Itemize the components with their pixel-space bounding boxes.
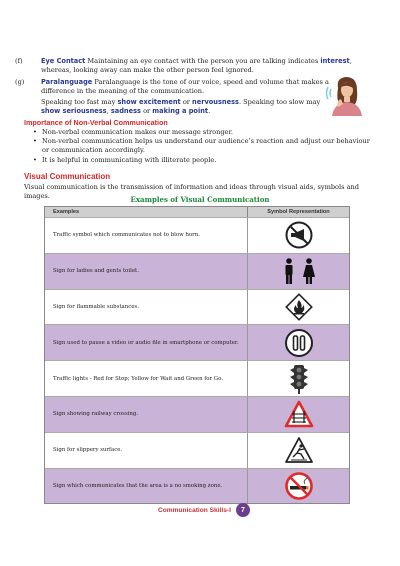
example-text: Sign for ladies and gents toilet. (45, 254, 248, 289)
table-row (45, 468, 349, 504)
page-footer (158, 503, 250, 517)
toilet-icon (279, 257, 319, 285)
list-marker: (g) (15, 78, 25, 86)
railway-crossing-icon (284, 400, 314, 428)
para-text: Speaking too fast may (41, 98, 116, 106)
slippery-surface-icon (284, 436, 314, 464)
footer-title: Communication Skills-I (158, 506, 231, 514)
example-text: Sign for slippery surface. (45, 433, 248, 468)
traffic-light-icon (287, 364, 311, 394)
list-item (30, 137, 370, 155)
keyword-making-a-point: making a point (152, 107, 209, 116)
item-text: Maintaining an eye contact with the person you are talking indicates (87, 57, 319, 65)
list-marker: (f) (15, 57, 23, 65)
keyword-show-seriousness: show seriousness (41, 107, 107, 116)
no-smoking-icon (284, 471, 314, 501)
keyword-paralanguage: Paralanguage (41, 78, 93, 86)
column-header-symbol: Symbol Representation (267, 209, 330, 215)
visual-communication-heading: Visual Communication (24, 172, 111, 181)
table-row (45, 289, 349, 325)
flammable-icon (285, 293, 313, 321)
pause-icon (284, 328, 314, 358)
list-item-eye-contact (15, 57, 359, 75)
para-text: or (143, 107, 151, 116)
bullet-text: Non-verbal communication helps us understand our audience’s reaction and adjust our behaviour or communication accordingly. (42, 137, 370, 155)
keyword-eye-contact: Eye Contact (41, 57, 86, 65)
example-text: Traffic symbol which communicates not to blow horn. (45, 218, 248, 253)
page-number: 7 (236, 503, 250, 517)
para-text: . (208, 107, 211, 116)
example-text: Sign for flammable substances. (45, 290, 248, 325)
table-row (45, 360, 349, 396)
para-text: or (182, 98, 190, 106)
table-title: Examples of Visual Communication (130, 195, 270, 204)
no-horn-icon (285, 221, 313, 249)
table-header (45, 207, 349, 217)
keyword-sadness: sadness (110, 107, 141, 116)
list-item (30, 128, 370, 137)
bullet-icon: • (33, 155, 37, 164)
visual-communication-definition: Visual communication is the transmission of information and ideas through visual aids, symbols and images. (24, 183, 360, 200)
keyword-show-excitement: show excitement (117, 98, 181, 106)
table-row (45, 396, 349, 432)
example-text: Sign showing railway crossing. (45, 397, 248, 432)
list-item-paralanguage (15, 78, 346, 96)
item-text: , whereas, looking away can make the other person feel ignored. (41, 57, 352, 75)
table-row (45, 217, 349, 253)
column-header-examples: Examples (45, 207, 248, 217)
table-row (45, 324, 349, 360)
keyword-nervousness: nervousness (192, 98, 239, 106)
example-text: Sign which communicates that the area is a no smoking zone. (45, 469, 248, 504)
bullet-text: It is helpful in communicating with illiterate people. (42, 155, 217, 164)
importance-heading: Importance of Non-Verbal Communication (24, 118, 168, 127)
list-item (30, 156, 370, 165)
para-text: . Speaking too slow may (238, 98, 321, 106)
example-text: Sign used to pause a video or audio file in smartphone or computer. (45, 325, 248, 360)
speaking-paragraph (41, 98, 321, 116)
speaking-woman-illustration (324, 74, 364, 116)
bullet-icon: • (33, 137, 37, 146)
table-row (45, 432, 349, 468)
bullet-icon: • (33, 128, 37, 136)
importance-bullet-list (30, 128, 370, 165)
keyword-interest: interest (320, 57, 350, 65)
item-text: Paralanguage is the tone of our voice, speed and volume that makes a difference in the meaning of the communication. (41, 78, 329, 96)
example-text: Traffic lights - Red for Stop; Yellow for Wait and Green for Go. (45, 361, 248, 396)
examples-table (44, 206, 350, 504)
para-text: , (106, 107, 109, 116)
bullet-text: Non-verbal communication makes our message stronger. (42, 128, 233, 136)
table-row (45, 253, 349, 289)
